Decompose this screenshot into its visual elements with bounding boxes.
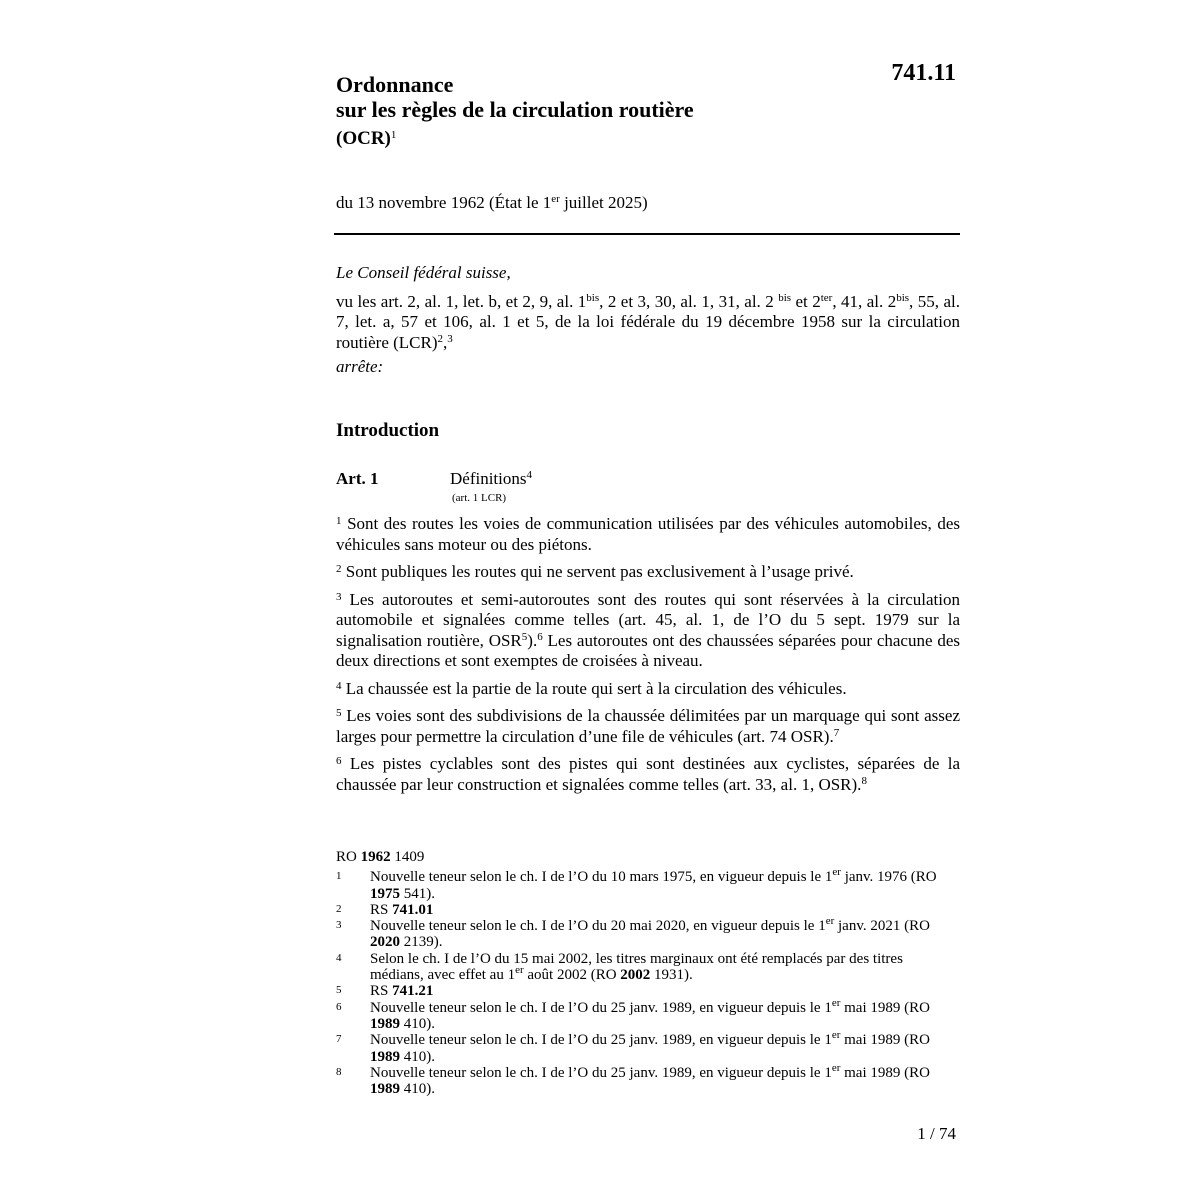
footnote-text-part: 410). [400, 1048, 435, 1065]
footnote-item [336, 996, 960, 1033]
footnote-number: 3 [336, 919, 342, 932]
footnote-item [336, 1029, 960, 1065]
article-paragraph [336, 706, 960, 747]
article-paragraph [336, 590, 960, 672]
footnote-text [370, 915, 930, 951]
header-divider [334, 233, 960, 235]
paragraph-number: 2 [336, 563, 342, 575]
footnote-bold-ref: 2002 [620, 967, 651, 984]
footnote-text-part: mai 1989 (RO [840, 1064, 930, 1081]
footnote-text-part: août 2002 (RO [523, 967, 621, 984]
footnote-text-part: mai 1989 (RO [840, 999, 930, 1016]
footnote-number: 1 [336, 870, 342, 883]
footnote-ref[interactable]: 6 [537, 630, 543, 643]
footnote-item [336, 951, 960, 984]
footnote-text-part: Nouvelle teneur selon le ch. I de l’O du 25 janv. 1989, en vigueur depuis le 1 [370, 1032, 832, 1049]
footnote-text [370, 866, 937, 902]
date-prefix: du 13 novembre 1962 (État le 1 [336, 193, 552, 212]
footnote-text-part: 1931). [650, 967, 693, 984]
page-indicator: 1 / 74 [917, 1124, 956, 1143]
footnote-text-part: janv. 1976 (RO [840, 869, 937, 886]
paragraph-text: Les autoroutes et semi-autoroutes sont des routes qui sont réservées à la circulation automobile et signalées comme telles (art. 45, al. 1, de l’O du 5 sept. 1979 sur la signalisation routière, OSR [336, 589, 960, 650]
paragraph-text: Sont des routes les voies de communication utilisées par des véhicules automobiles, des véhicules sans moteur ou des piétons. [336, 514, 960, 554]
ro-source-line [336, 849, 960, 865]
ro-year: 1962 [360, 849, 391, 865]
footnote-ref[interactable]: 1 [390, 129, 397, 141]
footnote-item [336, 1061, 960, 1098]
preamble-decision: arrête: [336, 357, 384, 376]
basis-text: , 55, al. 7, let. a, 57 et 106, al. 1 et 5, de la loi fédérale du 19 décembre 1958 sur la circulation routière (LCR) [336, 291, 960, 352]
article-title-text: Définitions [450, 469, 527, 488]
article-title [450, 469, 532, 489]
footnote-superscript: er [831, 996, 841, 1009]
basis-superscript: bis [586, 291, 600, 304]
footnote-text-part: Nouvelle teneur selon le ch. I de l’O du 25 janv. 1989, en vigueur depuis le 1 [370, 999, 832, 1016]
footnote-number: 8 [336, 1065, 342, 1078]
article-paragraph [336, 562, 960, 583]
footnote-text-part: 410). [400, 1081, 435, 1098]
footnote-number: 6 [336, 1000, 342, 1013]
basis-superscript: 2 [437, 332, 443, 345]
footnote-superscript: er [831, 1061, 841, 1074]
title-line-2: sur les règles de la circulation routière [336, 97, 694, 122]
footnote-text [370, 996, 930, 1032]
article-header [336, 469, 960, 509]
date-superscript: er [551, 193, 560, 205]
footnote-bold-ref: 1989 [370, 1048, 400, 1065]
footnote-superscript: er [515, 964, 524, 977]
title-line-1: Ordonnance [336, 72, 454, 97]
preamble [336, 263, 960, 378]
footnote-text [370, 1029, 930, 1065]
footnote-ref[interactable]: 5 [521, 630, 528, 643]
article-number: Art. 1 [336, 469, 379, 488]
date-suffix: juillet 2025) [559, 193, 648, 212]
footnote-bold-ref: 1975 [370, 885, 400, 902]
footnote-ref[interactable]: 7 [833, 726, 840, 739]
footnote-list [336, 866, 960, 1098]
footnote-item [336, 915, 960, 951]
basis-superscript: bis [896, 291, 910, 304]
footnote-bold-ref: 741.21 [392, 983, 434, 1000]
footnote-text-part: Nouvelle teneur selon le ch. I de l’O du 10 mars 1975, en vigueur depuis le 1 [370, 869, 833, 886]
footnote-number: 2 [336, 902, 342, 915]
footnote-ref[interactable]: 8 [861, 774, 867, 787]
footnote-superscript: er [825, 915, 835, 928]
paragraph-number: 4 [336, 679, 342, 692]
paragraph-text: Sont publiques les routes qui ne servent pas exclusivement à l’usage privé. [345, 562, 854, 581]
footnote-text [370, 951, 903, 983]
footnote-bold-ref: 1989 [370, 1015, 400, 1032]
paragraph-text: La chaussée est la partie de la route qui sert à la circulation des véhicules. [345, 678, 847, 698]
date-line [336, 192, 648, 214]
basis-superscript: ter [820, 291, 833, 304]
article-paragraphs [336, 514, 960, 802]
title-abbreviation [336, 127, 896, 151]
footnote-text-part: RS [370, 901, 393, 918]
footnote-number: 4 [336, 951, 342, 964]
basis-text: et 2 [791, 291, 821, 311]
footnote-bold-ref: 1989 [370, 1081, 400, 1098]
paragraph-text: Les voies sont des subdivisions de la chaussée délimitées par un marquage qui sont assez larges pour permettre la circulation d’une file de véhicules (art. 74 OSR). [336, 706, 961, 746]
footnote-text-part: 2139). [400, 934, 443, 951]
footnote-text-part: Nouvelle teneur selon le ch. I de l’O du 20 mai 2020, en vigueur depuis le 1 [370, 918, 826, 935]
footnote-ref[interactable]: 4 [526, 469, 532, 481]
abbreviation-text: (OCR) [336, 128, 391, 149]
basis-superscript: bis [778, 291, 792, 304]
doc-number: 741.11 [891, 60, 956, 86]
footnotes [336, 849, 960, 1097]
footnote-bold-ref: 2020 [370, 934, 400, 951]
footnote-text-part: Selon le ch. I de l’O du 15 mai 2002, les titres marginaux ont été remplacés par des titres médians, avec effet au 1 [370, 950, 903, 984]
footnote-text-part: mai 1989 (RO [840, 1032, 930, 1049]
basis-text: , [443, 332, 448, 352]
basis-text: , 2 et 3, 30, al. 1, 31, al. 2 [599, 291, 779, 311]
title-block [336, 72, 896, 151]
basis-superscript: 3 [447, 332, 453, 345]
article-paragraph [336, 679, 960, 700]
footnote-text [370, 902, 433, 918]
article-paragraph [336, 514, 960, 555]
paragraph-number: 1 [336, 515, 342, 527]
footnote-item [336, 902, 960, 918]
footnote-text-part: Nouvelle teneur selon le ch. I de l’O du 25 janv. 1989, en vigueur depuis le 1 [370, 1064, 832, 1081]
paragraph-number: 3 [336, 590, 342, 603]
footnote-bold-ref: 741.01 [392, 901, 434, 918]
paragraph-text: ). [527, 630, 538, 650]
footnote-text-part: janv. 2021 (RO [834, 918, 930, 935]
footnote-number: 7 [336, 1033, 342, 1046]
footnote-text-part: 541). [400, 885, 435, 902]
article-reference: (art. 1 LCR) [452, 492, 507, 504]
section-heading: Introduction [336, 420, 440, 441]
paragraph-number: 5 [336, 707, 342, 719]
preamble-legal-basis [336, 292, 960, 354]
footnote-superscript: er [832, 866, 841, 879]
basis-text: , 41, al. 2 [832, 291, 897, 311]
ro-prefix: RO [336, 849, 361, 865]
paragraph-number: 6 [336, 755, 342, 767]
footnote-text-part: RS [370, 983, 393, 1000]
footnote-number: 5 [336, 984, 342, 997]
footnote-text [370, 983, 433, 999]
article-paragraph [336, 754, 960, 795]
ro-page: 1409 [390, 849, 425, 865]
footnote-text-part: 410). [400, 1015, 435, 1032]
paragraph-text: Les autoroutes ont des chaussées séparées pour chacune des deux directions et sont exemptes de croisées à niveau. [336, 630, 960, 670]
footnote-text [370, 1061, 930, 1098]
footnote-item [336, 983, 960, 999]
basis-text: vu les art. 2, al. 1, let. b, et 2, 9, al. 1 [336, 291, 587, 311]
footnote-item [336, 866, 960, 902]
footnote-superscript: er [831, 1029, 841, 1042]
paragraph-text: Les pistes cyclables sont des pistes qui sont destinées aux cyclistes, séparées de la chaussée par leur construction et signalées comme telles (art. 33, al. 1, OSR). [336, 754, 960, 794]
preamble-authority: Le Conseil fédéral suisse, [336, 263, 511, 282]
